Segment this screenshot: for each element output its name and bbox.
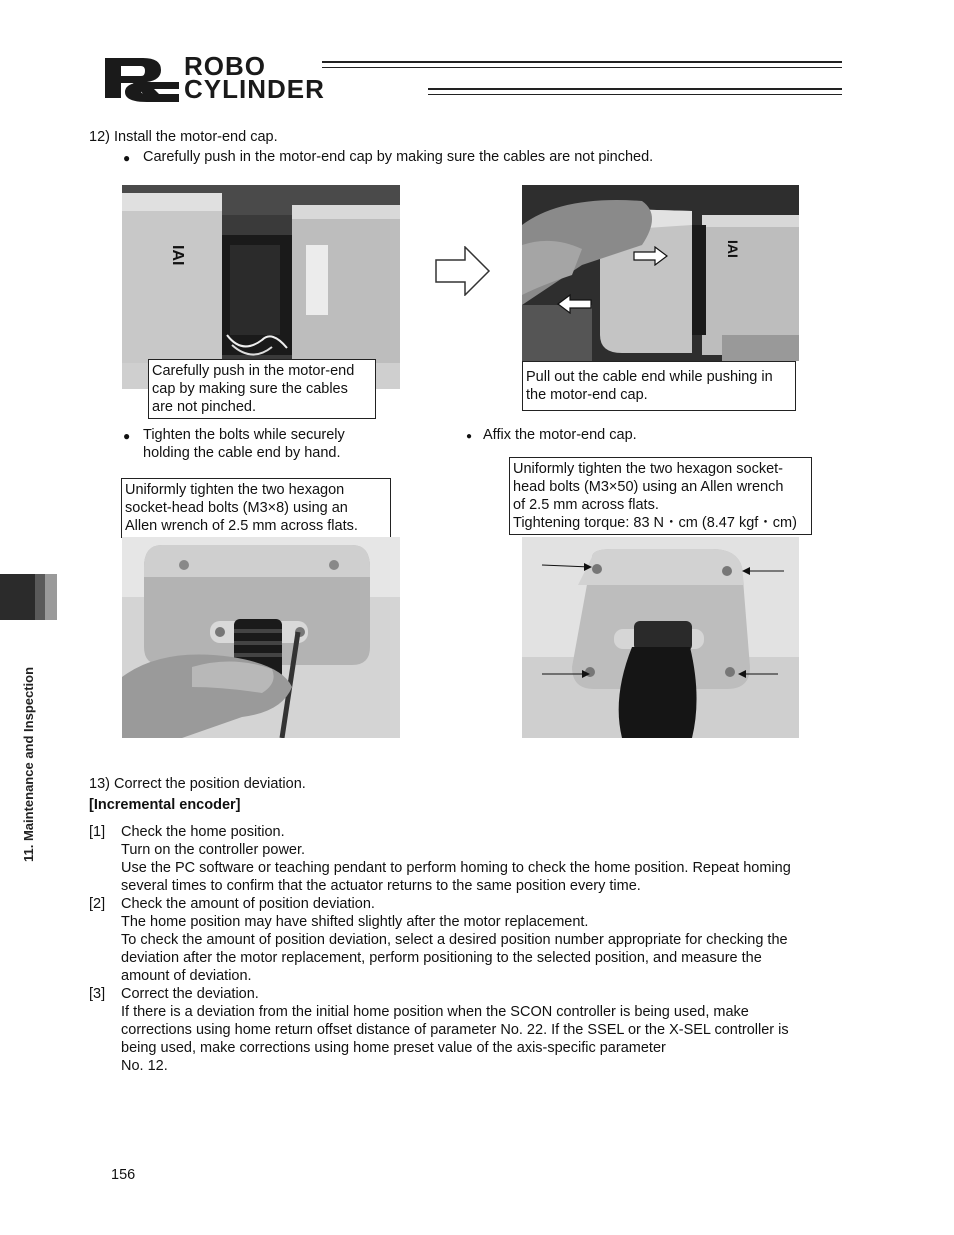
- item-number: [3]: [89, 986, 106, 1002]
- item-line: being used, make corrections using home preset value of the axis-specific parameter: [121, 1040, 666, 1056]
- bullet-icon: ●: [466, 431, 473, 442]
- chapter-tab-marker-mid: [35, 574, 45, 620]
- bullet-line: holding the cable end by hand.: [143, 445, 341, 461]
- item-line: Check the amount of position deviation.: [121, 896, 375, 912]
- bullet-line: Tighten the bolts while securely: [143, 427, 345, 443]
- step-13-subheading: [Incremental encoder]: [89, 797, 241, 813]
- header-rule-top-thin: [322, 67, 842, 68]
- callout-torque: Tightening torque: 83 N・cm (8.47 kgf・cm): [513, 515, 797, 531]
- item-number: [1]: [89, 824, 106, 840]
- callout-photo1: [148, 359, 376, 419]
- step-12-heading: 12) Install the motor-end cap.: [89, 129, 278, 145]
- push-arrow-icon: [633, 246, 669, 271]
- robo-cylinder-logo-mark: [103, 52, 181, 104]
- photo-pushing-cap: [522, 185, 799, 361]
- item-line: corrections using home return offset distance of parameter No. 22. If the SSEL or the X-SEL controller is: [121, 1022, 789, 1038]
- item-3-body: [121, 985, 846, 1075]
- callout-line: Uniformly tighten the two hexagon: [125, 482, 345, 498]
- logo-text-robo: ROBO: [184, 51, 266, 81]
- callout-line: Pull out the cable end while pushing in: [526, 369, 773, 385]
- callout-line: cap by making sure the cables: [152, 381, 348, 397]
- item-2-body: [121, 895, 846, 985]
- header-rule-top: [322, 61, 842, 63]
- item-line: To check the amount of position deviation, select a desired position number appropriate for checking the: [121, 932, 788, 948]
- callout-line: the motor-end cap.: [526, 387, 648, 403]
- callout-bolt-m3x8: [121, 478, 391, 538]
- callout-line: Carefully push in the motor-end: [152, 363, 355, 379]
- photo-affixed-cap: [522, 537, 799, 738]
- right-arrow-icon: [435, 246, 491, 301]
- callout-line: of 2.5 mm across flats.: [513, 497, 659, 513]
- item-line: The home position may have shifted slightly after the motor replacement.: [121, 914, 589, 930]
- item-line: deviation after the motor replacement, perform positioning to the selected position, and measure the: [121, 950, 762, 966]
- step-12-bullet: Carefully push in the motor-end cap by making sure the cables are not pinched.: [143, 149, 654, 165]
- chapter-tab-marker-light: [45, 574, 57, 620]
- callout-line: Uniformly tighten the two hexagon socket-: [513, 461, 783, 477]
- item-line: amount of deviation.: [121, 968, 252, 984]
- bullet-affix: Affix the motor-end cap.: [483, 427, 637, 443]
- header-rule-bottom-thin: [428, 94, 842, 95]
- callout-line: head bolts (M3×50) using an Allen wrench: [513, 479, 784, 495]
- callout-line: socket-head bolts (M3×8) using an: [125, 500, 348, 516]
- item-line: No. 12.: [121, 1058, 168, 1074]
- item-1-body: [121, 823, 846, 895]
- brand-marking-left: IAI: [169, 245, 186, 266]
- chapter-tab-marker: [0, 574, 35, 620]
- bullet-icon: ●: [123, 151, 131, 165]
- callout-bolt-m3x50: [509, 457, 812, 535]
- chapter-side-label: 11. Maintenance and Inspection: [21, 666, 36, 862]
- brand-marking-right: IAI: [725, 240, 741, 258]
- page-number: 156: [111, 1167, 136, 1183]
- item-line: Correct the deviation.: [121, 986, 259, 1002]
- item-line: If there is a deviation from the initial home position when the SCON controller is being used, make: [121, 1004, 749, 1020]
- item-number: [2]: [89, 896, 106, 912]
- item-line: Turn on the controller power.: [121, 842, 306, 858]
- bullet-tighten: [143, 426, 413, 462]
- callout-line: are not pinched.: [152, 399, 256, 415]
- item-line: several times to confirm that the actuator returns to the same position every time.: [121, 878, 641, 894]
- pull-arrow-icon: [556, 294, 592, 319]
- item-line: Use the PC software or teaching pendant to perform homing to check the home position. Repeat homing: [121, 860, 791, 876]
- callout-line: Allen wrench of 2.5 mm across flats.: [125, 518, 358, 534]
- bullet-icon: ●: [123, 429, 131, 443]
- item-line: Check the home position.: [121, 824, 285, 840]
- photo-tightening-bolts: [122, 537, 400, 738]
- step-13-heading: 13) Correct the position deviation.: [89, 776, 306, 792]
- logo-text-cylinder: CYLINDER: [184, 74, 325, 104]
- callout-photo2: [522, 361, 796, 411]
- header-rule-bottom: [428, 88, 842, 90]
